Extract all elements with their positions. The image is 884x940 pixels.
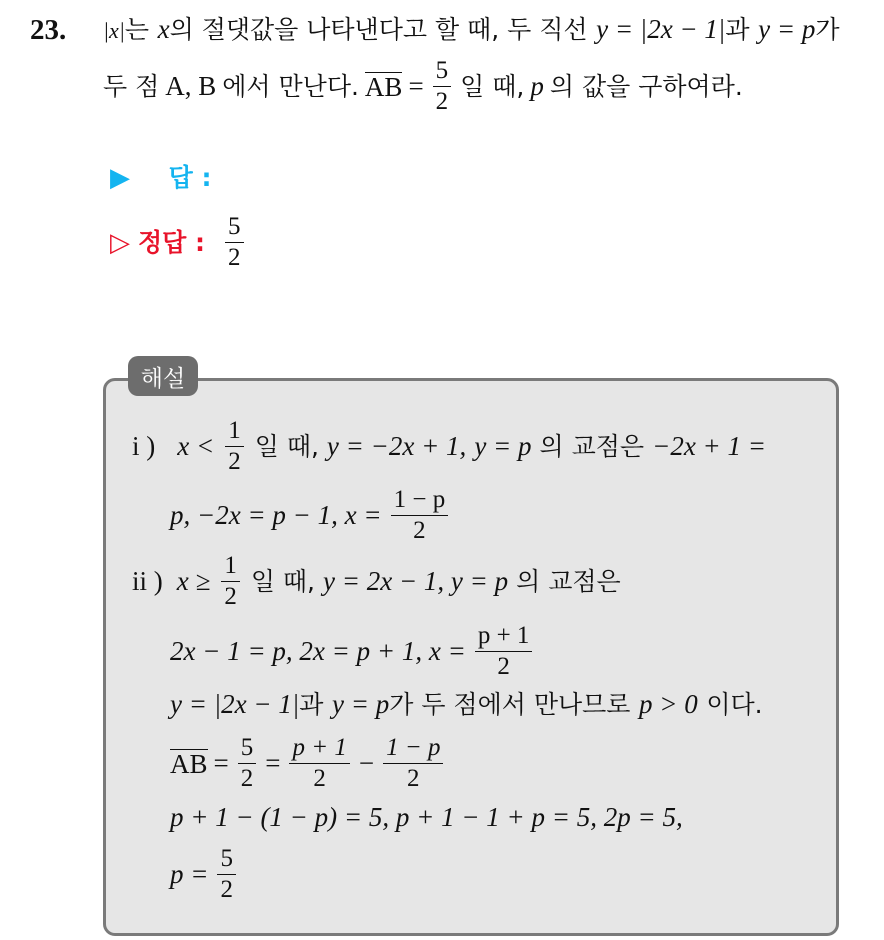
solution-line-8: p = $\frac{5}{2}$ xyxy=(170,846,239,904)
points-ab: A, B xyxy=(165,71,217,102)
solution-line-7: p + 1 − (1 − p) = 5, p + 1 − 1 + p = 5, 2p = 5, xyxy=(170,802,683,832)
problem-number: 23. xyxy=(30,14,67,46)
solution-tag: 해설 xyxy=(128,356,198,396)
answer-arrow-icon: ▶ xyxy=(110,163,130,193)
correct-answer-row xyxy=(110,214,247,272)
solution-line-5: y = |2x − 1|과 y = p가 두 점에서 만나므로 p > 0 이다. xyxy=(170,689,763,719)
correct-answer-label: 정답 : xyxy=(138,228,206,258)
correct-arrow-icon: ▷ xyxy=(110,227,130,258)
fraction-5-2: $\frac{5}{2}$ xyxy=(433,58,452,116)
solution-line-4: 2x − 1 = p, 2x = p + 1, x = $\frac{p + 1}{2}$ xyxy=(170,623,535,681)
solution-line-1: i ) x < $\frac{1}{2}$ 일 때, y = −2x + 1, y = p 의 교점은 −2x + 1 = xyxy=(132,417,766,476)
equation-abs: y = |2x − 1| xyxy=(596,14,726,44)
segment-ab: AB xyxy=(364,72,403,103)
problem-line-1: |x|는 x의 절댓값을 나타낸다고 할 때, 두 직선 y = |2x − 1|과 y = p가 xyxy=(103,14,840,44)
answer-row xyxy=(110,164,211,191)
solution-line-2: p, −2x = p − 1, x = $\frac{1 - p}{2}$ xyxy=(170,487,451,545)
equation-p: y = p xyxy=(758,14,816,44)
correct-answer-value: $\frac{5}{2}$ xyxy=(225,214,244,272)
abs-x: |x| xyxy=(103,18,125,43)
solution-line-6: AB = $\frac{5}{2}$ = $\frac{p + 1}{2}$ − $\frac{1 - p}{2}$ xyxy=(170,735,446,793)
answer-label: 답 : xyxy=(168,163,212,192)
solution-line-3: ii ) x ≥ $\frac{1}{2}$ 일 때, y = 2x − 1, y = p 의 교점은 xyxy=(132,552,621,611)
problem-line-2: 두 점 A, B 에서 만난다. AB = $\frac{5}{2}$ 일 때, p 의 값을 구하여라. xyxy=(103,57,743,116)
